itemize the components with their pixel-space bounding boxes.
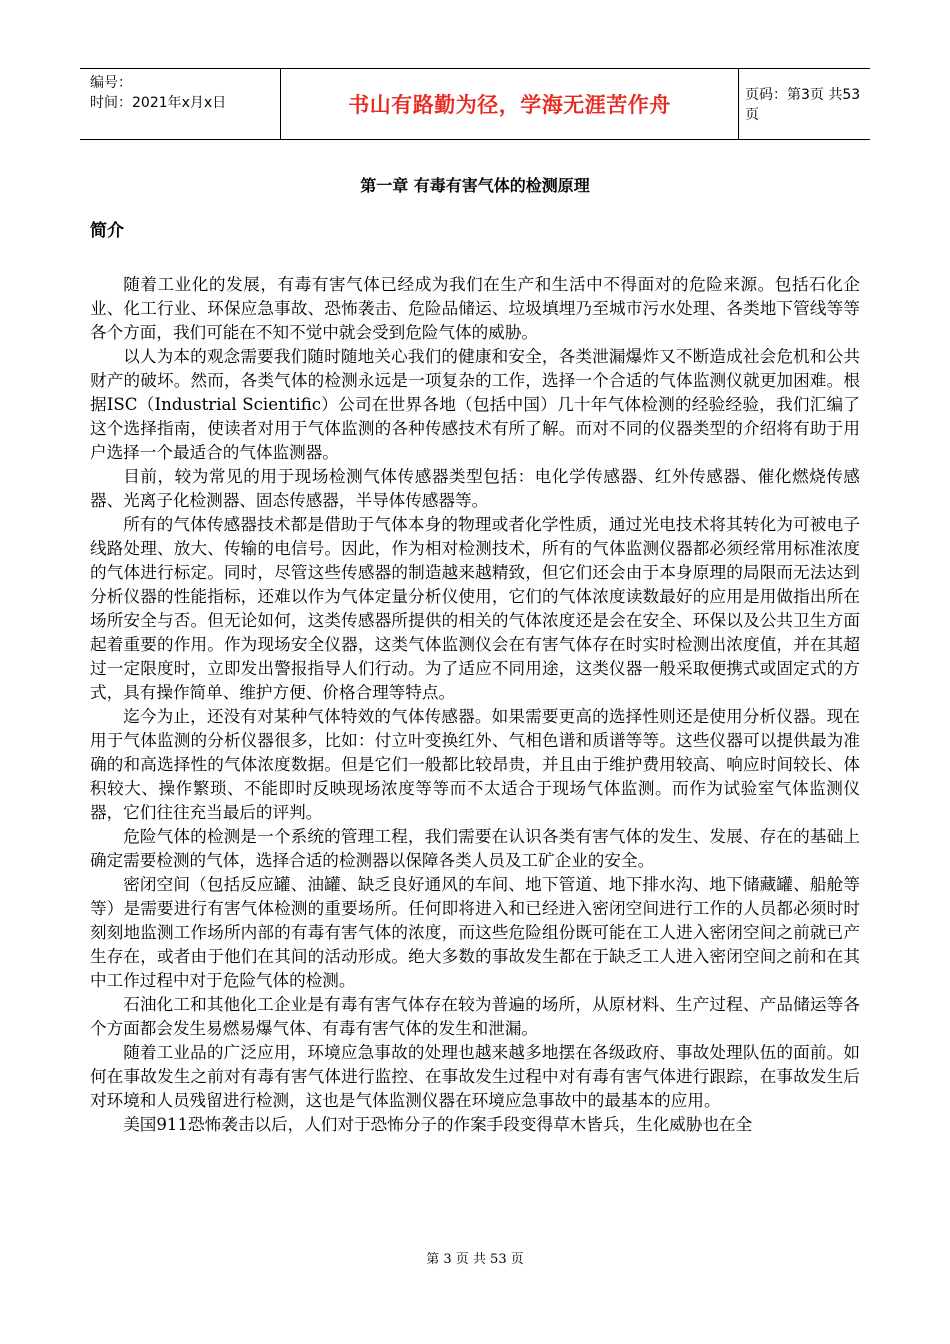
document-number-label: 编号： [90,75,132,91]
paragraph: 所有的气体传感器技术都是借助于气体本身的物理或者化学性质，通过光电技术将其转化为可被电子线路处理、放大、传输的电信号。因此，作为相对检测技术，所有的气体监测仪器都必须经常用标准浓度的气体进行标定。同时，尽管这些传感器的制造越来越精致，但它们还会由于本身原理的局限而无法达到分析仪器的性能指标，还难以作为气体定量分析仪使用，它们的气体浓度读数最好的应用是用做指出所在场所安全与否。但无论如何，这类传感器所提供的相关的气体浓度还是会在安全、环保以及公共卫生方面起着重要的作用。作为现场安全仪器，这类气体监测仪会在有害气体存在时实时检测出浓度值，并在其超过一定限度时，立即发出警报指导人们行动。为了适应不同用途，这类仪器一般采取便携式或固定式的方式，具有操作简单、维护方便、价格合理等特点。 [90,515,860,702]
paragraph: 密闭空间（包括反应罐、油罐、缺乏良好通风的车间、地下管道、地下排水沟、地下储藏罐、船舱等等）是需要进行有害气体检测的重要场所。任何即将进入和已经进入密闭空间进行工作的人员都必须时时刻刻地监测工作场所内部的有毒有害气体的浓度，而这些危险组份既可能在工人进入密闭空间之前就已产生存在，或者由于他们在其间的活动形成。绝大多数的事故发生都在于缺乏工人进入密闭空间之前和在其中工作过程中对于危险气体的检测。 [90,875,860,990]
paragraph: 危险气体的检测是一个系统的管理工程，我们需要在认识各类有害气体的发生、发展、存在的基础上确定需要检测的气体，选择合适的检测器以保障各类人员及工矿企业的安全。 [90,827,860,870]
header-info-cell [80,69,281,139]
section-heading: 简介 [90,221,124,241]
document-time-label: 时间：2021年x月x日 [90,95,227,111]
paragraph: 石油化工和其他化工企业是有毒有害气体存在较为普遍的场所，从原材料、生产过程、产品储运等各个方面都会发生易燃易爆气体、有毒有害气体的发生和泄漏。 [90,995,860,1038]
paragraph: 以人为本的观念需要我们随时随地关心我们的健康和安全，各类泄漏爆炸又不断造成社会危机和公共财产的破坏。然而，各类气体的检测永远是一项复杂的工作，选择一个合适的气体监测仪就更加困难。根据ISC（Industrial Scientific）公司在世界各地（包括中国）几十年气体检测的经验经验，我们汇编了这个选择指南，使读者对用于气体监测的各种传感技术有所了解。而对不同的仪器类型的介绍将有助于用户选择一个最适合的气体监测器。 [90,347,860,462]
chapter-title: 第一章 有毒有害气体的检测原理 [360,176,590,195]
header-motto: 书山有路勤为径，学海无涯苦作舟 [281,69,739,139]
paragraph: 随着工业品的广泛应用，环境应急事故的处理也越来越多地摆在各级政府、事故处理队伍的面前。如何在事故发生之前对有毒有害气体进行监控、在事故发生过程中对有毒有害气体进行跟踪，在事故发生后对环境和人员残留进行检测，这也是气体监测仪器在环境应急事故中的最基本的应用。 [90,1043,860,1110]
paragraph: 迄今为止，还没有对某种气体特效的气体传感器。如果需要更高的选择性则还是使用分析仪器。现在用于气体监测的分析仪器很多，比如：付立叶变换红外、气相色谱和质谱等等。这些仪器可以提供最为准确的和高选择性的气体浓度数据。但是它们一般都比较昂贵，并且由于维护费用较高、响应时间较长、体积较大、操作繁琐、不能即时反映现场浓度等等而不太适合于现场气体监测。而作为试验室气体监测仪器，它们往往充当最后的评判。 [90,707,860,822]
page-header [80,68,870,140]
body-text [90,273,860,1137]
paragraph: 美国911恐怖袭击以后，人们对于恐怖分子的作案手段变得草木皆兵，生化威胁也在全 [123,1115,753,1134]
paragraph: 随着工业化的发展，有毒有害气体已经成为我们在生产和生活中不得面对的危险来源。包括石化企业、化工行业、环保应急事故、恐怖袭击、危险品储运、垃圾填埋乃至城市污水处理、各类地下管线等等各个方面，我们可能在不知不觉中就会受到危险气体的威胁。 [90,275,860,342]
paragraph: 目前，较为常见的用于现场检测气体传感器类型包括：电化学传感器、红外传感器、催化燃烧传感器、光离子化检测器、固态传感器，半导体传感器等。 [90,467,860,510]
header-page-label: 页码：第3页 共53页 [745,87,861,123]
page-footer: 第 3 页 共 53 页 [426,1252,524,1267]
